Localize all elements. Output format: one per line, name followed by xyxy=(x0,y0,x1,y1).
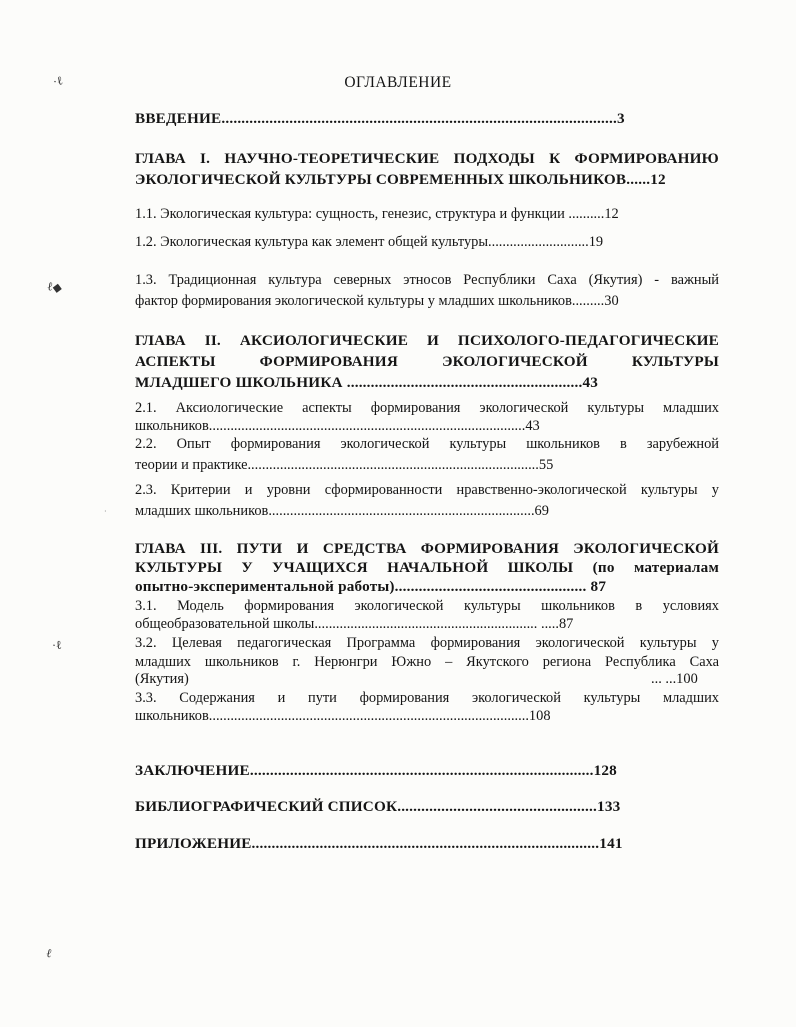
toc-3-2-line1: 3.2. Целевая педагогическая Программа формирования экологической культуры у xyxy=(135,635,719,651)
toc-ch1-line2: ЭКОЛОГИЧЕСКОЙ КУЛЬТУРЫ СОВРЕМЕННЫХ ШКОЛЬНИКОВ......12 xyxy=(135,171,666,188)
toc-1-2: 1.2. Экологическая культура как элемент общей культуры............................19 xyxy=(135,234,604,250)
toc-3-1-line1: 3.1. Модель формирования экологической культуры школьников в условиях xyxy=(135,598,719,614)
toc-1-3-line2: фактор формирования экологической культуры у младших школьников.........30 xyxy=(135,293,619,309)
toc-intro: ВВЕДЕНИЕ...................................................................................................3 xyxy=(135,110,625,127)
toc-conclusion: ЗАКЛЮЧЕНИЕ......................................................................................128 xyxy=(135,762,617,779)
scan-mark-4: ℓ xyxy=(44,945,54,961)
toc-2-3-line2: младших школьников..........................................................................69 xyxy=(135,503,549,519)
toc-3-1-line2: общеобразовательной школы.............................................................. .....87 xyxy=(135,616,574,632)
toc-3-3-line2: школьников.........................................................................................108 xyxy=(135,708,551,724)
toc-ch2-line1: ГЛАВА II. АКСИОЛОГИЧЕСКИЕ И ПСИХОЛОГО-ПЕДАГОГИЧЕСКИЕ xyxy=(135,332,719,349)
toc-ch3-line2: КУЛЬТУРЫ У УЧАЩИХСЯ НАЧАЛЬНОЙ ШКОЛЫ (по материалам xyxy=(135,559,719,576)
toc-2-1-line1: 2.1. Аксиологические аспекты формирования экологической культуры младших xyxy=(135,400,719,416)
toc-appendix: ПРИЛОЖЕНИЕ.......................................................................................141 xyxy=(135,835,623,852)
page-title: ОГЛАВЛЕНИЕ xyxy=(344,74,452,91)
scan-mark-1: ·ℓ xyxy=(51,73,64,89)
toc-ch2-line2: АСПЕКТЫ ФОРМИРОВАНИЯ ЭКОЛОГИЧЕСКОЙ КУЛЬТУРЫ xyxy=(135,353,719,370)
toc-ch3-line1: ГЛАВА III. ПУТИ И СРЕДСТВА ФОРМИРОВАНИЯ ЭКОЛОГИЧЕСКОЙ xyxy=(135,540,719,557)
toc-1-3-line1: 1.3. Традиционная культура северных этносов Республики Саха (Якутия) - важный xyxy=(135,272,719,288)
toc-ch2-line3: МЛАДШЕГО ШКОЛЬНИКА ...........................................................43 xyxy=(135,374,599,391)
scan-mark-2: ℓ◆ xyxy=(46,279,63,295)
scan-mark-3: ·ℓ xyxy=(51,637,63,653)
toc-ch3-line3: опытно-экспериментальной работы)................................................ 87 xyxy=(135,578,607,595)
scan-mark-5: · xyxy=(104,507,107,516)
toc-3-3-line1: 3.3. Содержания и пути формирования экологической культуры младших xyxy=(135,690,719,706)
toc-ch1-line1: ГЛАВА I. НАУЧНО-ТЕОРЕТИЧЕСКИЕ ПОДХОДЫ К ФОРМИРОВАНИЮ xyxy=(135,150,719,167)
toc-2-2-line2: теории и практике.................................................................................55 xyxy=(135,457,554,473)
toc-3-2-line2: младших школьников г. Нерюнгри Южно – Якутского региона Республика Саха xyxy=(135,654,719,670)
toc-3-2-page: ... ...100 xyxy=(651,671,698,687)
toc-bibliography: БИБЛИОГРАФИЧЕСКИЙ СПИСОК..................................................133 xyxy=(135,798,621,815)
toc-2-3-line1: 2.3. Критерии и уровни сформированности нравственно-экологической культуры у xyxy=(135,482,719,498)
toc-2-2-line1: 2.2. Опыт формирования экологической культуры школьников в зарубежной xyxy=(135,436,719,452)
toc-3-2-line3: (Якутия) xyxy=(135,671,189,687)
toc-1-1: 1.1. Экологическая культура: сущность, генезис, структура и функции ..........12 xyxy=(135,206,619,222)
toc-2-1-line2: школьников........................................................................................43 xyxy=(135,418,540,434)
